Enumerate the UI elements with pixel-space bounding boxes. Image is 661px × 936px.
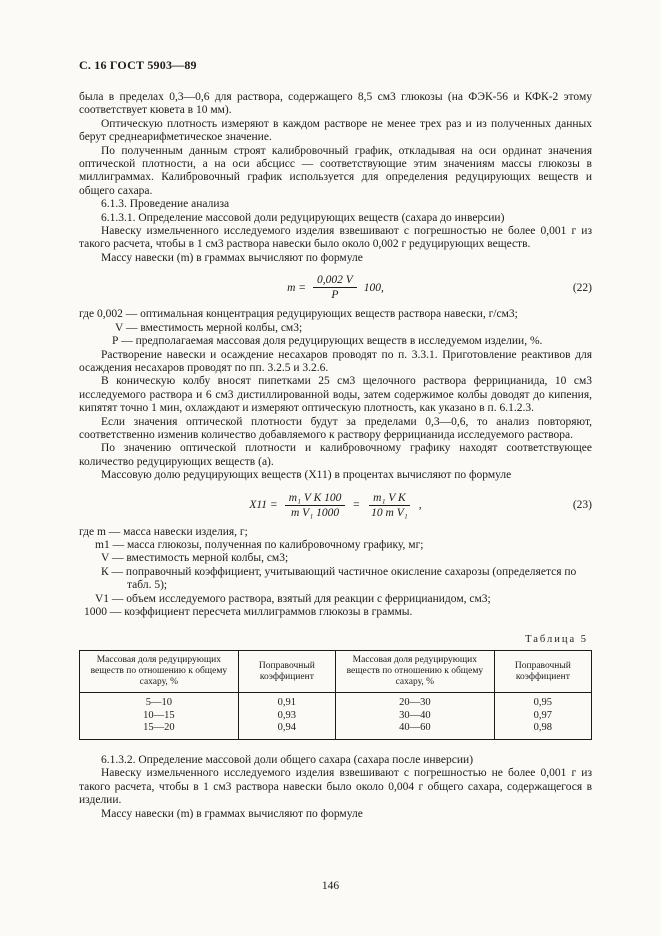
formula-23 <box>79 492 592 519</box>
table-header-row <box>80 651 592 693</box>
paragraph: Навеску измельченного исследуемого изделия взвешивают с погрешностью не более 0,001 г из такого расчета, чтобы в 1 см3 раствора навески было около 0,004 г общего сахара, содержащегося в изделии. <box>79 767 592 807</box>
definition-line: Р — предполагаемая массовая доля редуцирующих веществ в исследуемом изделии, %. <box>112 335 543 348</box>
paragraph: Растворение навески и осаждение несахаров проводят по п. 3.3.1. Приготовление реактивов для осаждения несахаров проводят по пп. 3.2.5 и 3.2.6. <box>79 348 592 374</box>
table-cell: 20—30 <box>335 693 494 710</box>
fraction <box>285 492 346 519</box>
table-cell: 5—10 <box>80 693 239 710</box>
formula-comma: , <box>418 499 422 512</box>
table-cell: 15—20 <box>80 722 239 739</box>
equals-sign: = <box>352 499 361 512</box>
table-row <box>80 693 592 710</box>
paragraph: Массовую долю редуцирующих веществ (Х11) в процентах вычисляют по формуле <box>101 469 512 482</box>
definition-line: где 0,002 — оптимальная концентрация редуцирующих веществ раствора навески, г/см3; <box>79 308 518 321</box>
table-cell: 0,94 <box>238 722 335 739</box>
table-cell: 0,91 <box>238 693 335 710</box>
fraction <box>367 492 412 519</box>
fraction <box>313 274 357 301</box>
definition-line: где m — масса навески изделия, г; <box>79 525 248 538</box>
table-header-cell: Массовая доля редуцирующих веществ по отношению к общему сахару, % <box>80 651 239 693</box>
section-heading-6-1-3-2: 6.1.3.2. Определение массовой доли общего сахара (сахара после инверсии) <box>101 753 474 766</box>
definition-line: m1 — масса глюкозы, полученная по калибровочному графику, мг; <box>95 538 424 551</box>
document-body <box>79 91 592 821</box>
paragraph: По значению оптической плотности и калибровочному графику находят соответствующее количество редуцирующих веществ (а). <box>79 442 592 468</box>
section-heading-6-1-3-1: 6.1.3.1. Определение массовой доли редуцирующих веществ (сахара до инверсии) <box>101 211 505 224</box>
paragraph: Навеску измельченного исследуемого изделия взвешивают с погрешностью не более 0,001 г из такого расчета, чтобы в 1 см3 раствора навески было около 0,002 г редуцирующих веществ. <box>79 225 592 251</box>
fraction-denominator: 10 m V₁ <box>371 506 408 519</box>
paragraph: По полученным данным строят калибровочный график, откладывая на оси ординат значения оптической плотности, а на оси абсцисс — соответствующие этим значениям массы глюкозы в миллиграммах. Калибровочный график используется для определения редуцирующих веществ и общего сахара. <box>79 144 592 197</box>
fraction-numerator: m₁ V K <box>369 492 410 506</box>
definition-line: 1000 — коэффициент пересчета миллиграммов глюкозы в граммы. <box>84 606 413 618</box>
fraction-denominator: m V₁ 1000 <box>291 506 340 519</box>
definition-line: V — вместимость мерной колбы, см3; <box>115 321 303 334</box>
definition-line: V — вместимость мерной колбы, см3; <box>101 552 289 565</box>
table-cell: 0,93 <box>238 710 335 723</box>
table-header-cell: Поправочный коэффициент <box>238 651 335 693</box>
fraction-numerator: 0,002 V <box>313 274 357 288</box>
correction-coefficient-table <box>79 650 592 740</box>
formula-22 <box>79 274 592 301</box>
definition-line: V1 — объем исследуемого раствора, взятый для реакции с феррицианидом, см3; <box>95 592 491 605</box>
table-header-cell: Поправочный коэффициент <box>494 651 591 693</box>
paragraph: Оптическую плотность измеряют в каждом растворе не менее трех раз и из полученных данных берут среднеарифметическое значение. <box>79 117 592 144</box>
equation-number: (23) <box>572 499 592 512</box>
table-cell: 0,97 <box>494 710 591 723</box>
table-row <box>80 710 592 723</box>
table-cell: 30—40 <box>335 710 494 723</box>
paragraph: В коническую колбу вносят пипетками 25 см3 щелочного раствора феррицианида, 10 см3 исследуемого раствора и 6 см3 дистиллированной воды, затем содержимое колбы доводят до кипения, кипятят точно 1 мин, охлаждают и измеряют оптическую плотность, как указано в п. 6.1.2.3. <box>79 375 592 415</box>
formula-multiplier: 100, <box>363 281 384 294</box>
definition-line: табл. 5); <box>127 579 168 592</box>
paragraph: была в пределах 0,3—0,6 для раствора, содержащего 8,5 см3 глюкозы (на ФЭК-56 и КФК-2 этому соответствует кювета в 10 мм). <box>79 91 592 117</box>
table-row <box>80 722 592 739</box>
table-cell: 0,98 <box>494 722 591 739</box>
table-cell: 0,95 <box>494 693 591 710</box>
formula-lhs: Х11 = <box>249 499 278 512</box>
paragraph: Массу навески (m) в граммах вычисляют по формуле <box>101 251 363 264</box>
definitions-block <box>79 526 592 620</box>
table-cell: 10—15 <box>80 710 239 723</box>
table-cell: 40—60 <box>335 722 494 739</box>
section-heading-6-1-3: 6.1.3. Проведение анализа <box>101 198 230 211</box>
equation-number: (22) <box>572 281 592 294</box>
page-header: С. 16 ГОСТ 5903—89 <box>79 58 197 72</box>
fraction-numerator: m₁ V K 100 <box>285 492 346 506</box>
paragraph: Массу навески (m) в граммах вычисляют по формуле <box>101 807 363 820</box>
table-caption: Таблица 5 <box>525 634 588 646</box>
definitions-block <box>79 308 592 348</box>
definition-line: К — поправочный коэффициент, учитывающий частичное окисление сахарозы (определяется по <box>101 565 577 578</box>
formula-lhs: m = <box>287 281 307 294</box>
page-number: 146 <box>321 880 340 892</box>
fraction-denominator: P <box>331 289 339 302</box>
table-header-cell: Массовая доля редуцирующих веществ по отношению к общему сахару, % <box>335 651 494 693</box>
paragraph: Если значения оптической плотности будут за пределами 0,3—0,6, то анализ повторяют, соответственно изменив количество добавляемого к раствору феррицианида исследуемого раствора. <box>79 415 592 441</box>
